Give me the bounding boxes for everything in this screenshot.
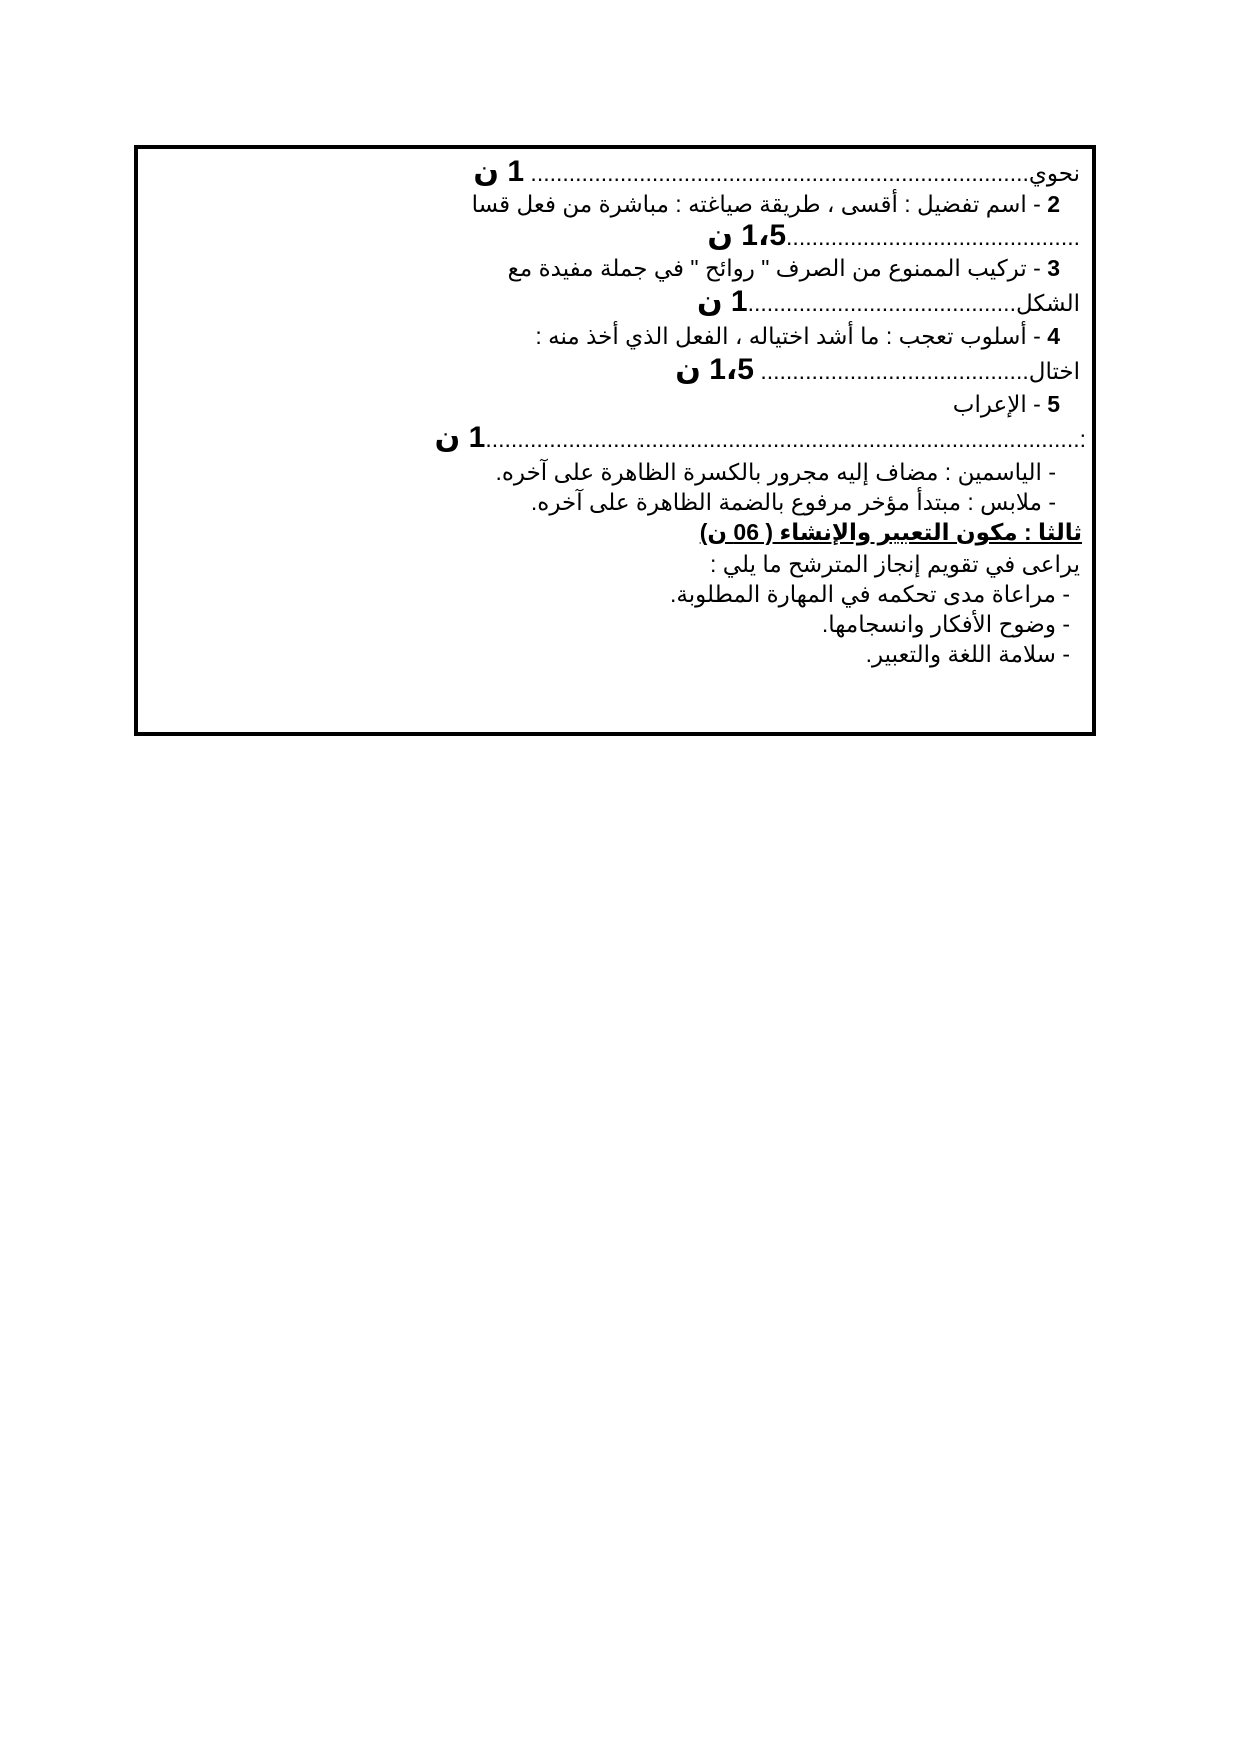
item-text: - اسم تفضيل : أقسى ، طريقة صياغته : مباشرة من فعل قسا: [471, 191, 1048, 217]
line-text: - الياسمين : مضاف إليه مجرور بالكسرة الظاهرة على آخره.: [495, 459, 1056, 485]
section-heading: ثالثا : مكون التعبير والإنشاء ( 06 ن): [699, 519, 1082, 545]
line-verb: [675, 355, 1080, 386]
line-shape: [697, 287, 1080, 318]
item-2: [472, 189, 1060, 219]
line-grammar: [473, 157, 1080, 188]
line-text: الشكل..........................................: [747, 290, 1080, 316]
criteria-intro: [710, 549, 1080, 579]
answer-box: [134, 145, 1096, 736]
criterion-1: [670, 579, 1070, 609]
line-dots-score: [707, 221, 1080, 252]
item-number: 5: [1047, 391, 1060, 417]
score: 1 ن: [473, 155, 525, 188]
section-title: [700, 517, 1082, 547]
item-text: - تركيب الممنوع من الصرف " روائح " في جملة مفيدة مع: [507, 255, 1048, 281]
score: 1 ن: [434, 421, 486, 454]
line-text: - وضوح الأفكار وانسجامها.: [821, 611, 1070, 637]
parsing-1: [495, 457, 1056, 487]
item-text: - أسلوب تعجب : ما أشد اختياله ، الفعل الذي أخذ منه :: [535, 323, 1048, 349]
parsing-2: [531, 487, 1056, 517]
line-text: اختال..........................................: [753, 358, 1080, 384]
criterion-2: [822, 609, 1070, 639]
item-4: [535, 321, 1060, 351]
item-number: 2: [1047, 191, 1060, 217]
score: 1 ن: [696, 285, 748, 318]
line-text: :.............................................................................................: [485, 426, 1086, 452]
score: 1،5 ن: [707, 219, 787, 252]
criterion-3: [866, 639, 1070, 669]
item-text: - الإعراب: [952, 391, 1048, 417]
line-text: - مراعاة مدى تحكمه في المهارة المطلوبة.: [670, 581, 1070, 607]
line-parsing: [435, 423, 1086, 454]
item-3: [508, 253, 1060, 283]
item-number: 4: [1047, 323, 1060, 349]
score: 1،5 ن: [675, 353, 754, 386]
line-text: نحوي..............................................................................: [524, 160, 1080, 186]
line-text: يراعى في تقويم إنجاز المترشح ما يلي :: [710, 551, 1080, 577]
item-number: 3: [1047, 255, 1060, 281]
line-text: - ملابس : مبتدأ مؤخر مرفوع بالضمة الظاهرة على آخره.: [530, 489, 1056, 515]
line-text: ..............................................: [786, 224, 1080, 250]
item-5: [953, 389, 1060, 419]
line-text: - سلامة اللغة والتعبير.: [865, 641, 1070, 667]
